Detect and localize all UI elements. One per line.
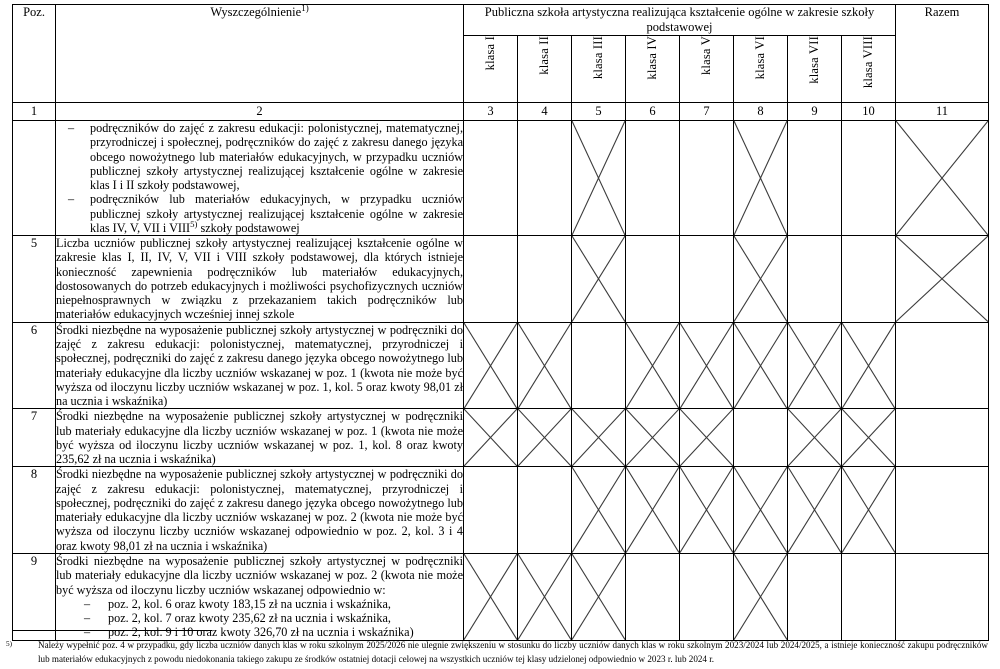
column-number-8: 8 xyxy=(734,103,788,121)
cell-col-4 xyxy=(518,409,572,467)
header-razem: Razem xyxy=(896,5,989,103)
cell-col-4 xyxy=(518,322,572,409)
cell-crossed-out-icon xyxy=(734,554,787,640)
list-item xyxy=(56,597,463,611)
row-poz-number: 8 xyxy=(13,467,56,554)
list-item-text: poz. 2, kol. 9 i 10 oraz kwoty 326,70 zł na ucznia i wskaźnika) xyxy=(108,625,414,640)
cell-crossed-out-icon xyxy=(842,323,895,409)
cell-razem[interactable] xyxy=(896,409,989,467)
cell-crossed-out-icon xyxy=(572,554,625,640)
header-class-2-label: klasa II xyxy=(537,36,551,75)
list-item xyxy=(56,625,463,639)
header-class-4 xyxy=(626,36,680,103)
cell-col-10[interactable] xyxy=(842,236,896,323)
cell-col-7 xyxy=(680,467,734,554)
header-class-8 xyxy=(842,36,896,103)
table-row xyxy=(13,467,989,554)
cell-col-10 xyxy=(842,467,896,554)
cell-crossed-out-icon xyxy=(518,409,571,466)
cell-col-6[interactable] xyxy=(626,236,680,323)
row-poz-number: 6 xyxy=(13,322,56,409)
cell-crossed-out-icon xyxy=(680,323,733,409)
header-class-6 xyxy=(734,36,788,103)
row-description xyxy=(56,409,464,467)
cell-crossed-out-icon xyxy=(842,467,895,553)
header-class-3-label: klasa III xyxy=(591,36,605,80)
row-description xyxy=(56,322,464,409)
column-number-11: 11 xyxy=(896,103,989,121)
cell-col-9 xyxy=(788,322,842,409)
header-wyszczegolnienie-footnote-ref: 1) xyxy=(301,2,309,13)
cell-col-6[interactable] xyxy=(626,121,680,236)
table-row xyxy=(13,409,989,467)
cell-col-5 xyxy=(572,121,626,236)
cell-col-8 xyxy=(734,467,788,554)
cell-crossed-out-icon xyxy=(572,467,625,553)
column-number-4: 4 xyxy=(518,103,572,121)
row-poz-number: 5 xyxy=(13,236,56,323)
cell-crossed-out-icon xyxy=(788,409,841,466)
header-class-1-label: klasa I xyxy=(483,36,497,71)
description-paragraph: Liczba uczniów publicznej szkoły artystycznej realizującej kształcenie ogólne w zakresie klas I, II, IV, V, VII i VIII szkoły podstawowej, dla których istnieje konieczność zapewnienia podręczników lub materiałów edukacyjnych, dostosowanych do potrzeb edukacyjnych i możliwości psychofizycznych uczniów niepełnosprawnych w związku z przekazaniem takich podręczników lub materiałów edukacyjnych wcześniej innej szkole xyxy=(56,236,463,322)
list-item-text: podręczników lub materiałów edukacyjnych, w przypadku uczniów publicznej szkoły artystycznej realizującej kształcenie ogólne w zakresie klas IV, V, VII i VIII$^{5)}$ szkoły podstawowej xyxy=(90,192,463,235)
cell-crossed-out-icon xyxy=(788,467,841,553)
cell-col-7[interactable] xyxy=(680,236,734,323)
column-number-2: 2 xyxy=(56,103,464,121)
cell-crossed-out-icon xyxy=(464,323,517,409)
cell-col-5 xyxy=(572,467,626,554)
cell-col-10[interactable] xyxy=(842,121,896,236)
cell-crossed-out-icon xyxy=(734,467,787,553)
column-number-3: 3 xyxy=(464,103,518,121)
table-row xyxy=(13,553,989,640)
cell-col-4 xyxy=(518,553,572,640)
header-class-4-label: klasa IV xyxy=(645,36,659,80)
cell-col-3 xyxy=(464,553,518,640)
column-number-9: 9 xyxy=(788,103,842,121)
cell-crossed-out-icon xyxy=(896,121,988,235)
cell-col-8 xyxy=(734,553,788,640)
table-row xyxy=(13,322,989,409)
list-item xyxy=(56,192,463,235)
header-class-3 xyxy=(572,36,626,103)
cell-crossed-out-icon xyxy=(734,323,787,409)
description-dash-list xyxy=(56,121,463,235)
cell-col-7[interactable] xyxy=(680,553,734,640)
list-item xyxy=(56,611,463,625)
description-dash-list xyxy=(56,597,463,640)
cell-crossed-out-icon xyxy=(518,323,571,409)
table-body xyxy=(13,121,989,641)
dash-bullet-icon: – xyxy=(84,625,91,640)
cell-col-9[interactable] xyxy=(788,553,842,640)
cell-col-3[interactable] xyxy=(464,467,518,554)
row-poz-number: 9 xyxy=(13,553,56,640)
table-header xyxy=(13,2,989,121)
cell-crossed-out-icon xyxy=(572,121,625,235)
cell-crossed-out-icon xyxy=(518,554,571,640)
footnote-separator xyxy=(12,630,212,631)
header-class-6-label: klasa VI xyxy=(753,36,767,80)
cell-crossed-out-icon xyxy=(626,323,679,409)
description-paragraph: Środki niezbędne na wyposażenie publicznej szkoły artystycznej w podręczniki do zajęć z zakresu edukacji: polonistycznej, matematycznej, przyrodniczej i społecznej, podręczniki do zajęć z zakresu danego języka obcego nowożytnego lub materiały edukacyjne dla liczby uczniów wskazanej w poz. 2 (kwota nie może być wyższa od iloczynu liczby uczniów wskazanej odpowiednio w poz. 2, kol. 3 i 4 oraz kwoty 98,01 zł na ucznia i wskaźnika) xyxy=(56,467,463,553)
cell-col-7 xyxy=(680,409,734,467)
row-description xyxy=(56,121,464,236)
row-description xyxy=(56,236,464,323)
cell-crossed-out-icon xyxy=(464,409,517,466)
cell-col-3[interactable] xyxy=(464,236,518,323)
cell-crossed-out-icon xyxy=(626,409,679,466)
cell-col-4[interactable] xyxy=(518,467,572,554)
cell-col-4[interactable] xyxy=(518,236,572,323)
header-school-group: Publiczna szkoła artystyczna realizująca kształcenie ogólne w zakresie szkoły podstawowej xyxy=(464,5,896,36)
cell-crossed-out-icon xyxy=(896,236,988,322)
cell-col-9[interactable] xyxy=(788,236,842,323)
cell-col-8[interactable] xyxy=(734,409,788,467)
dash-bullet-icon: – xyxy=(68,121,75,135)
row-description xyxy=(56,467,464,554)
header-class-7-label: klasa VII xyxy=(807,36,821,84)
cell-col-5 xyxy=(572,236,626,323)
dash-bullet-icon: – xyxy=(84,611,91,626)
cell-col-8 xyxy=(734,236,788,323)
description-paragraph: Środki niezbędne na wyposażenie publicznej szkoły artystycznej w podręczniki do zajęć z zakresu edukacji: polonistycznej, matematycznej, przyrodniczej i społecznej, podręczniki do zajęć z zakresu danego języka obcego nowożytnego lub materiały edukacyjne dla liczby uczniów wskazanej w poz. 1 (kwota nie może być wyższa od iloczynu liczby uczniów wskazanej w poz. 1, kol. 5 oraz kwoty 98,01 zł na ucznia i wskaźnika) xyxy=(56,322,463,409)
cell-col-6[interactable] xyxy=(626,553,680,640)
cell-razem xyxy=(896,121,989,236)
budget-form-table xyxy=(12,4,989,641)
cell-crossed-out-icon xyxy=(788,323,841,409)
cell-crossed-out-icon xyxy=(464,554,517,640)
row-description xyxy=(56,553,464,640)
column-number-5: 5 xyxy=(572,103,626,121)
list-item-text: poz. 2, kol. 6 oraz kwoty 183,15 zł na ucznia i wskaźnika, xyxy=(108,596,391,611)
cell-col-6 xyxy=(626,322,680,409)
cell-col-7[interactable] xyxy=(680,121,734,236)
cell-col-3[interactable] xyxy=(464,121,518,236)
cell-razem[interactable] xyxy=(896,322,989,409)
cell-col-3 xyxy=(464,409,518,467)
cell-col-8 xyxy=(734,322,788,409)
cell-col-5[interactable] xyxy=(572,322,626,409)
column-number-1: 1 xyxy=(13,103,56,121)
cell-col-5 xyxy=(572,409,626,467)
cell-col-9[interactable] xyxy=(788,121,842,236)
cell-crossed-out-icon xyxy=(734,121,787,235)
cell-crossed-out-icon xyxy=(680,409,733,466)
cell-col-5 xyxy=(572,553,626,640)
cell-col-9 xyxy=(788,409,842,467)
list-item xyxy=(56,121,463,192)
header-class-5-label: klasa V xyxy=(699,36,713,76)
row-poz-number: 7 xyxy=(13,409,56,467)
dash-bullet-icon: – xyxy=(84,596,91,611)
cell-col-7 xyxy=(680,322,734,409)
header-class-5 xyxy=(680,36,734,103)
cell-crossed-out-icon xyxy=(572,236,625,322)
footnote-text: Należy wypełnić poz. 4 w przypadku, gdy liczba uczniów danych klas w roku szkolnym 2025/2026 nie ulegnie zwiększeniu w stosunku do liczby uczniów danych klas w roku szkolnym 2023/2024 lub 2024/2025, a istnieje konieczność zakupu podręczników lub materiałów edukacyjnych z powodu niedokonania takiego zakupu ze środków ostatniej dotacji celowej na wszystkich uczniów tej klasy udzielonej odpowiednio w 2023 r. lub 2024 r. xyxy=(38,640,988,664)
cell-col-6 xyxy=(626,467,680,554)
table-row xyxy=(13,236,989,323)
cell-col-10 xyxy=(842,409,896,467)
cell-razem xyxy=(896,236,989,323)
cell-crossed-out-icon xyxy=(626,467,679,553)
header-class-1 xyxy=(464,36,518,103)
cell-crossed-out-icon xyxy=(680,467,733,553)
table-row xyxy=(13,121,989,236)
header-wyszczegolnienie-label: Wyszczególnienie xyxy=(210,5,302,19)
header-wyszczegolnienie xyxy=(56,2,464,103)
cell-crossed-out-icon xyxy=(734,236,787,322)
column-number-7: 7 xyxy=(680,103,734,121)
cell-razem[interactable] xyxy=(896,553,989,640)
cell-col-3 xyxy=(464,322,518,409)
description-paragraph: Środki niezbędne na wyposażenie publicznej szkoły artystycznej w podręczniki lub materiały edukacyjne dla liczby uczniów wskazanej w poz. 1 (kwota nie może być wyższa od iloczynu liczby uczniów wskazanej w poz. 1, kol. 8 oraz kwoty 235,62 zł na ucznia i wskaźnika) xyxy=(56,409,463,467)
header-class-7 xyxy=(788,36,842,103)
description-paragraph: Środki niezbędne na wyposażenie publicznej szkoły artystycznej w podręczniki lub materiały edukacyjne dla liczby uczniów wskazanej w poz. 2 (kwota nie może być wyższa od iloczynu liczby uczniów wskazanej odpowiednio w: xyxy=(56,553,463,597)
column-number-10: 10 xyxy=(842,103,896,121)
cell-col-8 xyxy=(734,121,788,236)
header-class-2 xyxy=(518,36,572,103)
column-number-6: 6 xyxy=(626,103,680,121)
cell-razem[interactable] xyxy=(896,467,989,554)
list-item-text: podręczników do zajęć z zakresu edukacji: polonistycznej, matematycznej, przyrodniczej i społecznej, podręczników do zajęć z zakresu danego języka obcego nowożytnego lub materiałów edukacyjnych, w przypadku uczniów publicznej szkoły artystycznej realizującej kształcenie ogólne w zakresie klas I i II szkoły podstawowej, xyxy=(90,121,463,193)
footnote xyxy=(6,639,988,667)
header-poz: Poz. xyxy=(13,5,56,103)
footnote-marker: 5) xyxy=(6,639,13,648)
cell-col-6 xyxy=(626,409,680,467)
cell-col-10 xyxy=(842,322,896,409)
cell-col-4[interactable] xyxy=(518,121,572,236)
dash-bullet-icon: – xyxy=(68,192,75,207)
column-number-row xyxy=(13,103,989,121)
cell-crossed-out-icon xyxy=(842,409,895,466)
row-poz-number xyxy=(13,121,56,236)
cell-col-10[interactable] xyxy=(842,553,896,640)
cell-crossed-out-icon xyxy=(572,409,625,466)
cell-col-9 xyxy=(788,467,842,554)
list-item-text: poz. 2, kol. 7 oraz kwoty 235,62 zł na ucznia i wskaźnika, xyxy=(108,611,391,626)
header-class-8-label: klasa VIII xyxy=(861,36,875,89)
